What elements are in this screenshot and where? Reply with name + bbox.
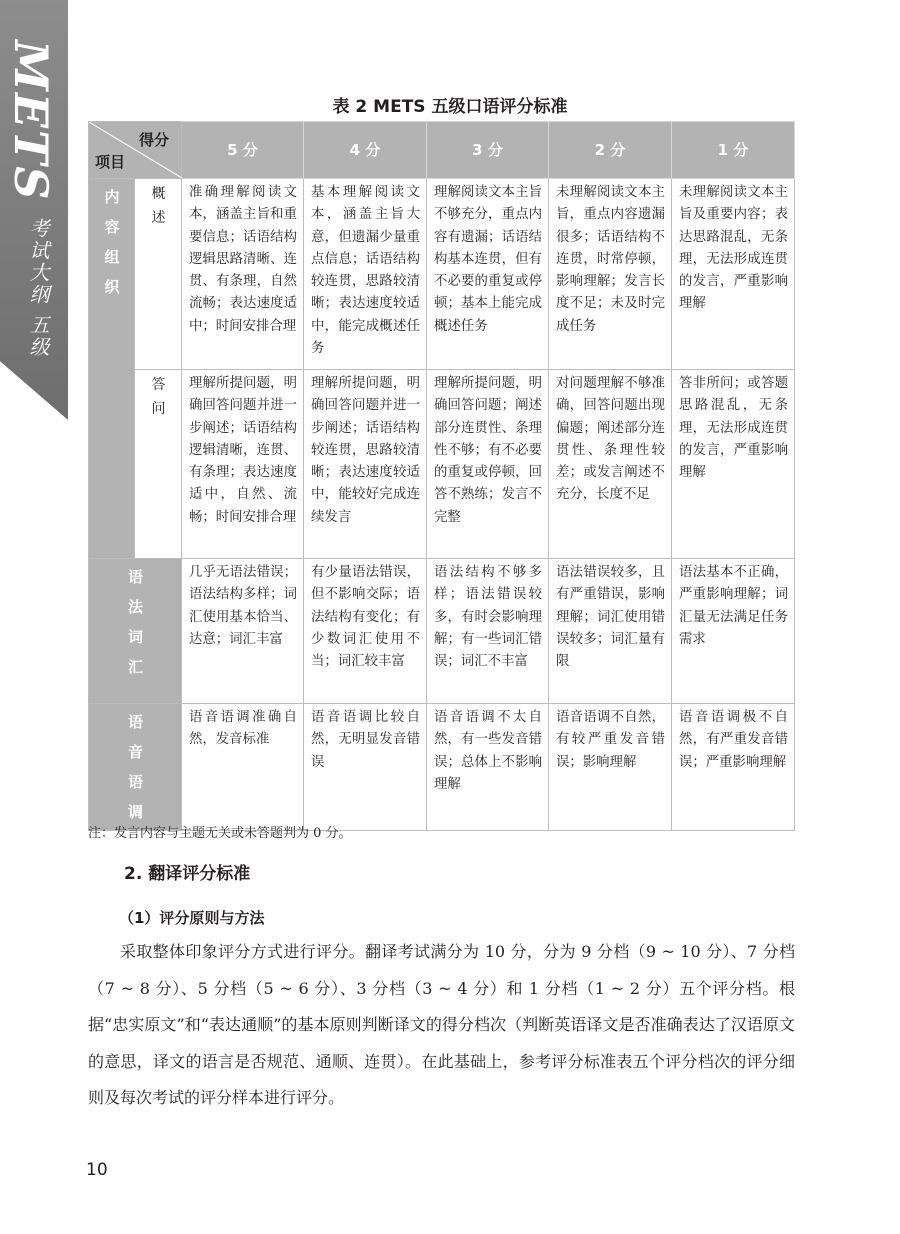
pronunciation-score-4: 语音语调比较自然，无明显发音错误	[304, 704, 427, 831]
section-subheading: （1）评分原则与方法	[119, 909, 265, 927]
pronunciation-score-3: 语音语调不太自然，有一些发音错误；总体上不影响理解	[427, 704, 549, 831]
table-corner-cell	[89, 122, 182, 179]
grammar-score-1: 语法基本不正确，严重影响理解；词汇量无法满足任务需求	[672, 559, 795, 704]
pronunciation-score-2: 语音语调不自然，有较严重发音错误；影响理解	[549, 704, 672, 831]
header-score-1: 1 分	[672, 122, 795, 179]
pronunciation-score-5: 语音语调准确自然，发音标准	[182, 704, 304, 831]
subcategory-summary: 概述	[135, 179, 182, 370]
summary-score-4: 基本理解阅读文本，涵盖主旨大意，但遗漏少量重点信息；话语结构较连贯，思路较清晰；表达速度较适中，能完成概述任务	[304, 179, 427, 370]
table-row-pronunciation	[89, 704, 795, 831]
page-number: 10	[86, 1160, 108, 1180]
table-row-grammar	[89, 559, 795, 704]
category-pronunciation: 语音语调	[89, 704, 182, 831]
scoring-table	[88, 121, 795, 831]
grammar-score-5: 几乎无语法错误；语法结构多样；词汇使用基本恰当、达意；词汇丰富	[182, 559, 304, 704]
category-grammar: 语法词汇	[89, 559, 182, 704]
section-heading: 2. 翻译评分标准	[124, 864, 251, 884]
header-score-5: 5 分	[182, 122, 304, 179]
summary-score-3: 理解阅读文本主旨不够充分，重点内容有遗漏；话语结构基本连贯，但有不必要的重复或停顿；基本上能完成概述任务	[427, 179, 549, 370]
qa-score-5: 理解所提问题，明确回答问题并进一步阐述；话语结构逻辑清晰，连贯、有条理；表达速度适中，自然、流畅；时间安排合理	[182, 370, 304, 559]
qa-score-1: 答非所问；或答题思路混乱，无条理，无法形成连贯的发言，严重影响理解	[672, 370, 795, 559]
summary-score-1: 未理解阅读文本主旨及重要内容；表达思路混乱，无条理，无法形成连贯的发言，严重影响理解	[672, 179, 795, 370]
header-score-3: 3 分	[427, 122, 549, 179]
header-score-2: 2 分	[549, 122, 672, 179]
category-content: 内容组织	[89, 179, 135, 559]
grammar-score-3: 语法结构不够多样；语法错误较多，有时会影响理解；有一些词汇错误；词汇不丰富	[427, 559, 549, 704]
summary-score-5: 准确理解阅读文本，涵盖主旨和重要信息；话语结构逻辑思路清晰、连贯、有条理，自然流畅；表达速度适中；时间安排合理	[182, 179, 304, 370]
body-paragraph: 采取整体印象评分方式进行评分。翻译考试满分为 10 分，分为 9 分档（9 ~ 10 分）、7 分档（7 ~ 8 分）、5 分档（5 ~ 6 分）、3 分档（3 ~ 4 分）和 1 分档（1 ~ 2 分）五个评分档。根据“忠实原文”和“表达通顺”的基本原则判断译文的得分档次（判断英语译文是否准确表达了汉语原文的意思，译文的语言是否规范、通顺、连贯）。在此基础上，参考评分标准表五个评分档次的评分细则及每次考试的评分样本进行评分。	[88, 942, 795, 1107]
qa-score-2: 对问题理解不够准确，回答问题出现偏题；阐述部分连贯性、条理性较差；或发言阐述不充分，长度不足	[549, 370, 672, 559]
side-logo: METS	[4, 40, 58, 202]
corner-score-label: 得分	[138, 131, 169, 149]
qa-score-3: 理解所提问题，明确回答问题；阐述部分连贯性、条理性不够；有不必要的重复或停顿，回答不熟练；发言不完整	[427, 370, 549, 559]
qa-score-4: 理解所提问题，明确回答问题并进一步阐述；话语结构较连贯，思路较清晰；表达速度较适中，能较好完成连续发言	[304, 370, 427, 559]
grammar-score-4: 有少量语法错误，但不影响交际；语法结构有变化；有少数词汇使用不当；词汇较丰富	[304, 559, 427, 704]
pronunciation-score-1: 语音语调极不自然，有严重发音错误；严重影响理解	[672, 704, 795, 831]
grammar-score-2: 语法错误较多，且有严重错误，影响理解；词汇使用错误较多；词汇量有限	[549, 559, 672, 704]
summary-score-2: 未理解阅读文本主旨，重点内容遗漏很多；话语结构不连贯，时常停顿，影响理解；发言长度不足；未及时完成任务	[549, 179, 672, 370]
side-subtitle: 考试大纲 五级	[26, 218, 50, 359]
table-note: 注：发言内容与主题无关或未答题判为 0 分。	[88, 826, 352, 841]
header-score-4: 4 分	[304, 122, 427, 179]
corner-item-label: 项目	[95, 152, 126, 171]
subcategory-qa: 答问	[135, 370, 182, 559]
table-title: 表 2 METS 五级口语评分标准	[332, 97, 568, 117]
table-row-qa	[89, 370, 795, 559]
table-header-row	[89, 122, 795, 179]
table-row-summary	[89, 179, 795, 370]
